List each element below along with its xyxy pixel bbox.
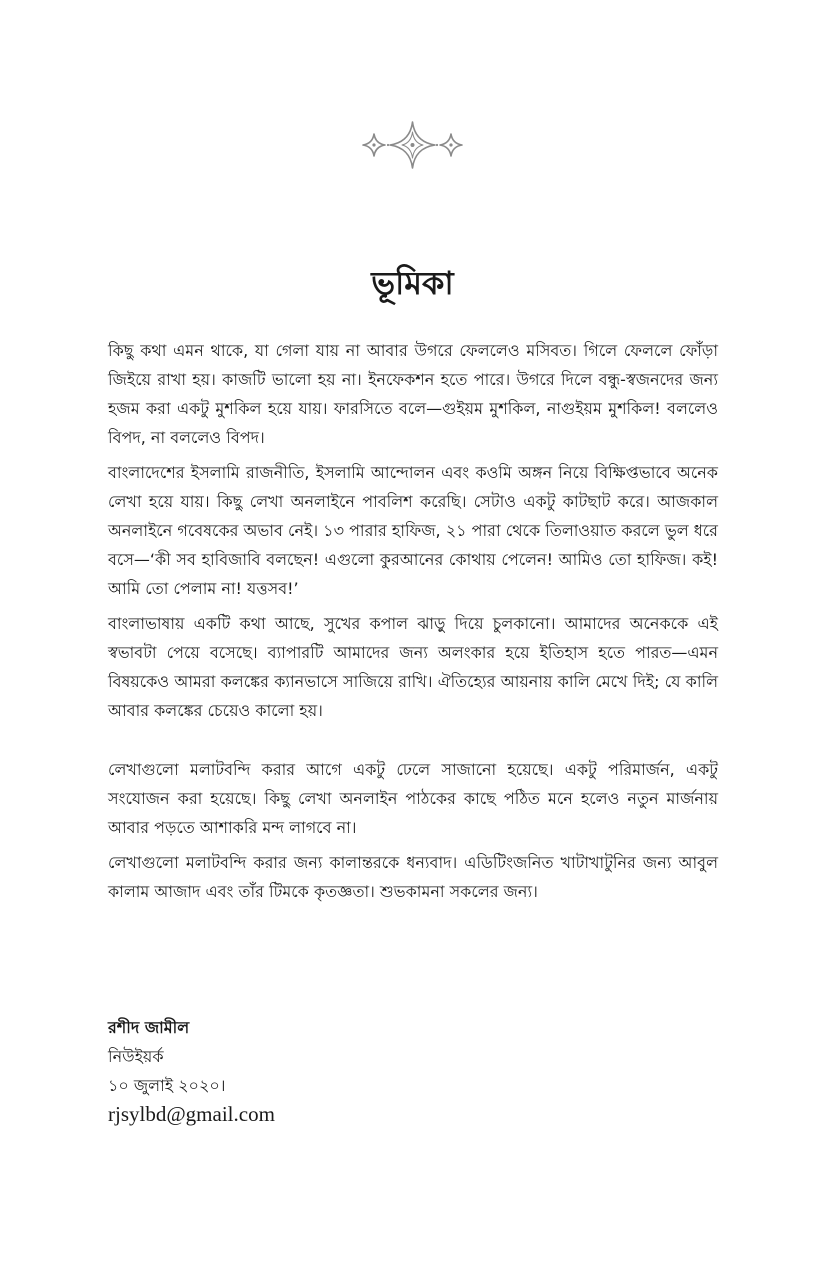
author-name: রশীদ জামীল <box>108 1018 190 1037</box>
signature-date: ১০ জুলাই ২০২০। <box>108 1076 226 1095</box>
preface-body <box>108 336 718 912</box>
paragraph: কিছু কথা এমন থাকে, যা গেলা যায় না আবার উগরে ফেললেও মসিবত। গিলে ফেললে ফোঁড়া জিইয়ে রাখা হয়। কাজটি ভালো হয় না। ইনফেকশন হতে পারে। উগরে দিলে বন্ধু-স্বজনদের জন্য হজম করা একটু মুশকিল হয়ে যায়। ফারসিতে বলে—গুইয়ম মুশকিল, নাগুইয়ম মুশকিল! বললেও বিপদ, না বললেও বিপদ। <box>108 341 718 447</box>
paragraph: বাংলাদেশের ইসলামি রাজনীতি, ইসলামি আন্দোলন এবং কওমি অঙ্গন নিয়ে বিক্ষিপ্তভাবে অনেক লেখা হয়ে যায়। কিছু লেখা অনলাইনে পাবলিশ করেছি। সেটাও একটু কাটছাট করে। আজকাল অনলাইনে গবেষকের অভাব নেই। ১৩ পারার হাফিজ, ২১ পারা থেকে তিলাওয়াত করলে ভুল ধরে বসে—‘কী সব হাবিজাবি বলছেন! এগুলো কুরআনের কোথায় পেলেন! আমিও তো হাফিজ। কই! আমি তো পেলাম না! যত্তসব!’ <box>108 463 719 598</box>
paragraph: লেখাগুলো মলাটবন্দি করার জন্য কালান্তরকে ধন্যবাদ। এডিটিংজনিত খাটাখাটুনির জন্য আবুল কালাম আজাদ এবং তাঁর টিমকে কৃতজ্ঞতা। শুভকামনা সকলের জন্য। <box>108 853 718 901</box>
paragraph: বাংলাভাষায় একটি কথা আছে, সুখের কপাল ঝাড়ু দিয়ে চুলকানো। আমাদের অনেককে এই স্বভাবটা পেয়ে বসেছে। ব্যাপারটি আমাদের জন্য অলংকার হয়ে ইতিহাস হতে পারত—এমন বিষয়কেও আমরা কলঙ্কের ক্যানভাসে সাজিয়ে রাখি। ঐতিহ্যের আয়নায় কালি মেখে দিই; যে কালি আবার কলঙ্কের চেয়েও কালো হয়। <box>108 614 718 720</box>
paragraph: লেখাগুলো মলাটবন্দি করার আগে একটু ঢেলে সাজানো হয়েছে। একটু পরিমার্জন, একটু সংযোজন করা হয়েছে। কিছু লেখা অনলাইন পাঠকের কাছে পঠিত মনে হলেও নতুন মার্জনায় আবার পড়তে আশাকরি মন্দ লাগবে না। <box>108 760 718 837</box>
page-title: ভূমিকা <box>371 264 454 302</box>
signature-place: নিউইয়র্ক <box>108 1047 164 1066</box>
diamond-star-ornament-icon <box>360 120 465 170</box>
signature-block <box>108 1013 275 1129</box>
author-email: rjsylbd@gmail.com <box>108 1102 275 1126</box>
